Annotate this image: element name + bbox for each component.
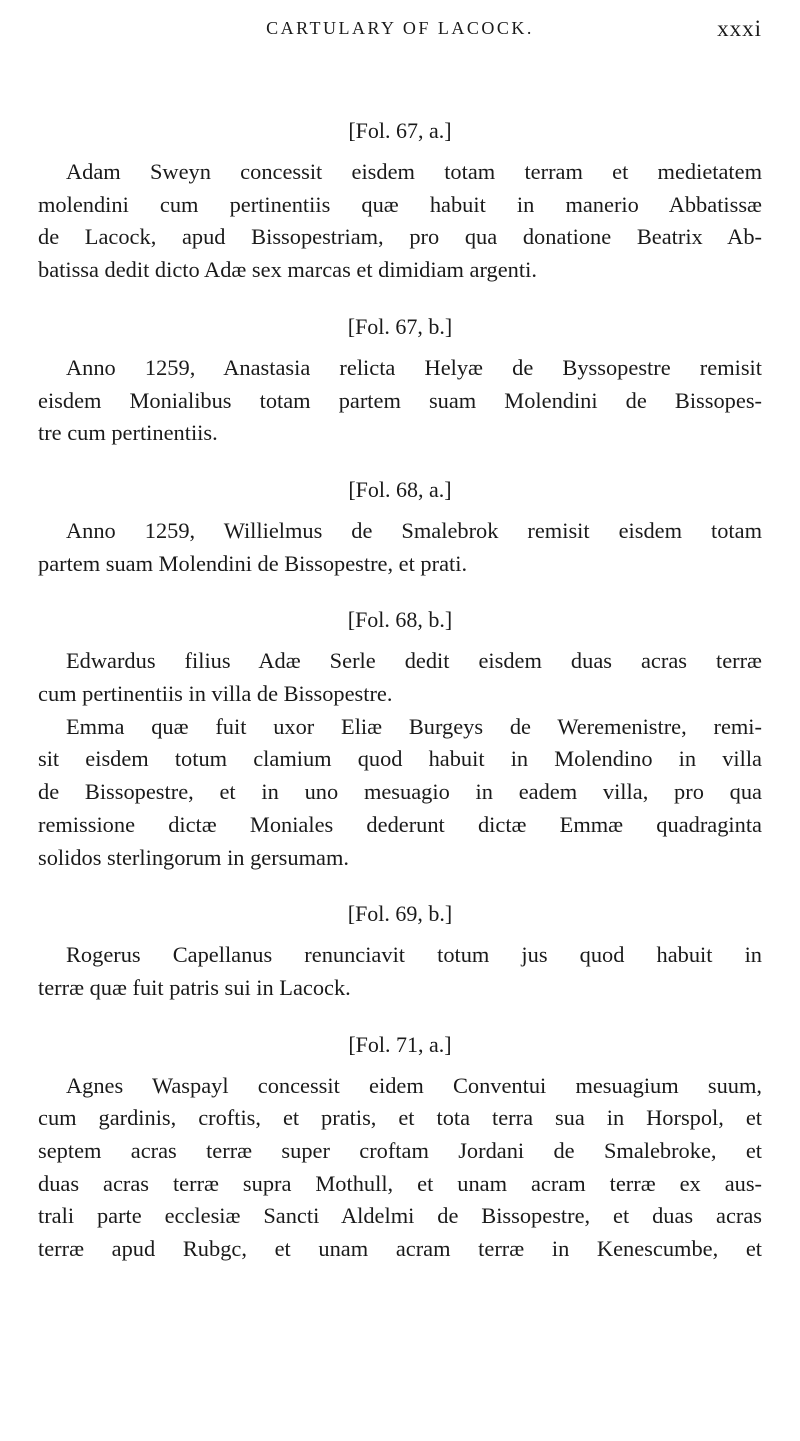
entry-paragraph — [38, 939, 762, 1004]
entry-paragraph — [38, 156, 762, 287]
text-line: Anno 1259, Willielmus de Smalebrok remisit eisdem totam — [66, 517, 762, 543]
text-line: Adam Sweyn concessit eisdem totam terram et medietatem — [66, 159, 762, 184]
text-line: de Lacock, apud Bissopestriam, pro qua donatione Beatrix Ab- — [38, 224, 762, 250]
text-line: de Bissopestre, et in uno mesuagio in eadem villa, pro qua — [38, 779, 762, 805]
text-line: batissa dedit dicto Adæ sex marcas et dimidiam argenti. — [38, 257, 537, 283]
text-line: duas acras terræ supra Mothull, et unam acram terræ ex aus- — [38, 1170, 762, 1196]
entry-fol-68a — [38, 475, 762, 580]
folio-heading: [Fol. 68, a.] — [348, 476, 452, 502]
entry-paragraph — [38, 645, 762, 710]
text-line: Rogerus Capellanus renunciavit totum jus quod habuit in — [66, 942, 762, 968]
text-line: Emma quæ fuit uxor Eliæ Burgeys de Weremenistre, remi- — [66, 713, 762, 739]
text-line: terræ quæ fuit patris sui in Lacock. — [38, 974, 351, 1000]
entry-fol-67a — [38, 116, 762, 287]
folio-heading: [Fol. 67, a.] — [348, 118, 452, 143]
folio-heading: [Fol. 71, a.] — [348, 1031, 452, 1057]
text-line: molendini cum pertinentiis quæ habuit in manerio Abbatissæ — [38, 191, 762, 217]
entry-paragraph — [38, 352, 762, 450]
page-number: xxxi — [717, 16, 762, 41]
entry-paragraph — [38, 1070, 762, 1266]
text-line: Anno 1259, Anastasia relicta Helyæ de Byssopestre remisit — [66, 354, 762, 380]
text-line: terræ apud Rubgc, et unam acram terræ in Kenescumbe, et — [38, 1236, 762, 1262]
text-line: Edwardus filius Adæ Serle dedit eisdem duas acras terræ — [66, 648, 762, 674]
text-line: cum gardinis, croftis, et pratis, et tota terra sua in Horspol, et — [38, 1105, 762, 1131]
running-head — [38, 18, 762, 64]
text-line: tre cum pertinentiis. — [38, 420, 218, 446]
entry-paragraph — [38, 515, 762, 580]
running-title: CARTULARY OF LACOCK. — [266, 18, 534, 38]
text-line: trali parte ecclesiæ Sancti Aldelmi de Bissopestre, et duas acras — [38, 1203, 762, 1229]
text-line: remissione dictæ Moniales dederunt dictæ Emmæ quadraginta — [38, 811, 762, 837]
text-line: solidos sterlingorum in gersumam. — [38, 844, 349, 870]
text-line: septem acras terræ super croftam Jordani de Smalebroke, et — [38, 1138, 762, 1164]
text-line: partem suam Molendini de Bissopestre, et prati. — [38, 550, 468, 576]
text-line: sit eisdem totum clamium quod habuit in Molendino in villa — [38, 746, 762, 772]
folio-heading: [Fol. 68, b.] — [347, 607, 453, 633]
entry-fol-71a — [38, 1030, 762, 1266]
entry-paragraph — [38, 711, 762, 875]
document-page — [38, 0, 762, 1266]
entry-fol-68b — [38, 605, 762, 874]
entry-fol-67b — [38, 312, 762, 450]
text-line: Agnes Waspayl concessit eidem Conventui mesuagium suum, — [66, 1072, 762, 1098]
entry-fol-69b — [38, 899, 762, 1004]
folio-heading: [Fol. 67, b.] — [347, 313, 453, 339]
text-line: cum pertinentiis in villa de Bissopestre. — [38, 681, 393, 707]
text-line: eisdem Monialibus totam partem suam Molendini de Bissopes- — [38, 387, 762, 413]
folio-heading: [Fol. 69, b.] — [347, 901, 453, 927]
